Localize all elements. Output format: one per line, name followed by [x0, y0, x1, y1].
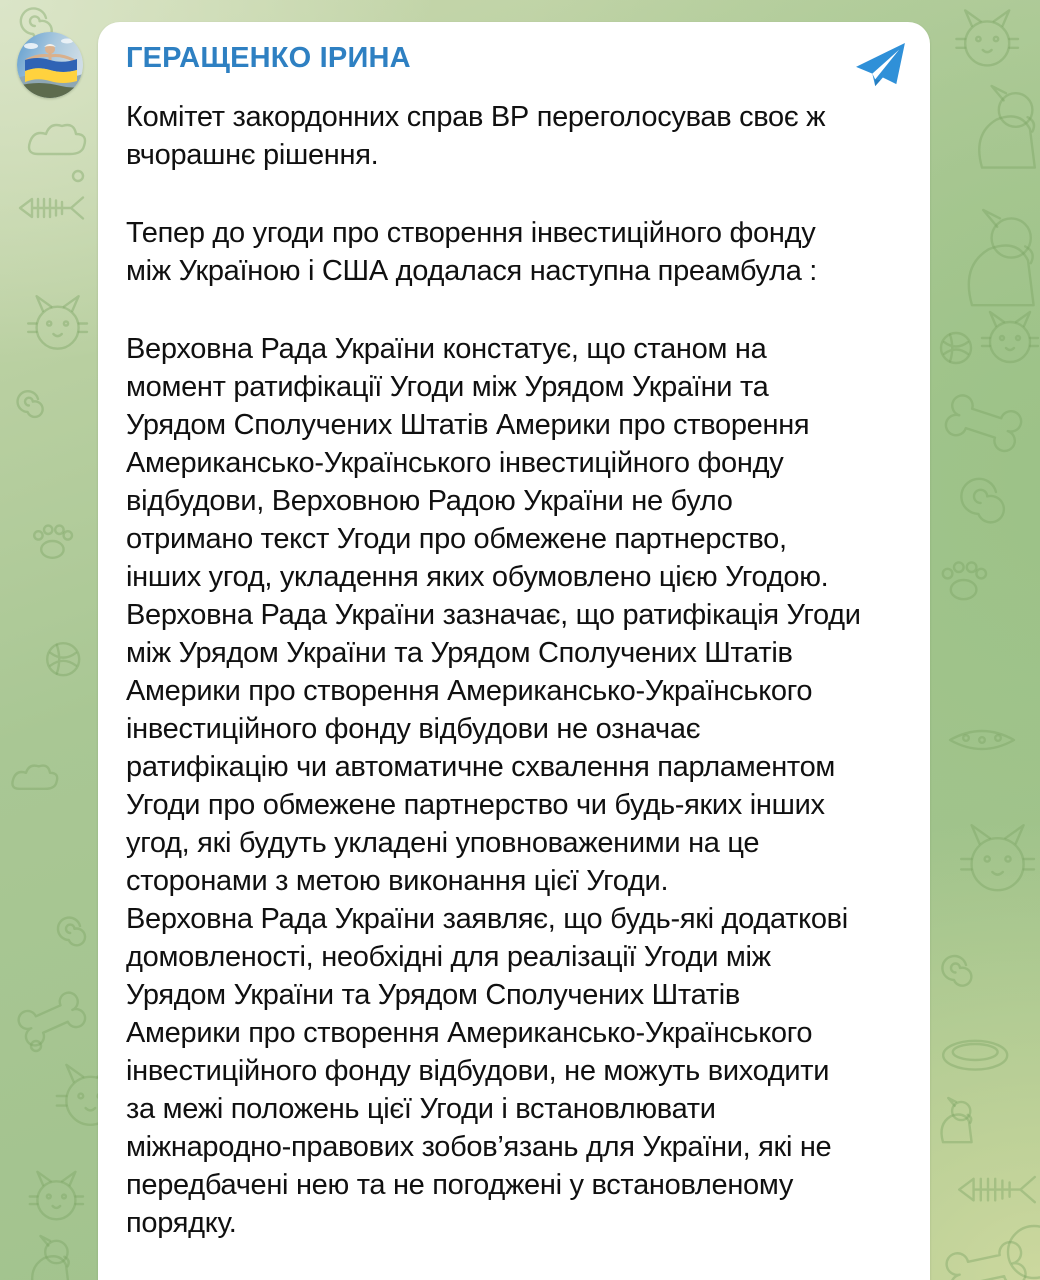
avatar[interactable]	[17, 32, 83, 98]
message-line: вчорашнє рішення.	[126, 139, 379, 171]
message-line: Урядом Сполучених Штатів Америки про створення	[126, 409, 810, 441]
message-line: Верховна Рада України зазначає, що ратифікація Угоди	[126, 599, 861, 631]
message-line: Американсько-Українського інвестиційного фонду	[126, 447, 784, 479]
message-line: інших угод, укладення яких обумовлено цією Угодою.	[126, 561, 829, 593]
message-line: сторонами з метою виконання цієї Угоди.	[126, 865, 669, 897]
message-line: Комітет закордонних справ ВР переголосував своє ж	[126, 101, 826, 133]
message-line: Угоди про обмежене партнерство чи будь-яких інших	[126, 789, 825, 821]
message-line: Тепер до угоди про створення інвестиційного фонду	[126, 217, 816, 249]
message-line: Америки про створення Американсько-Українського	[126, 675, 813, 707]
message-text	[126, 98, 902, 1242]
message-line: отримано текст Угоди про обмежене партнерство,	[126, 523, 787, 555]
message-line: між Україною і США додалася наступна преамбула :	[126, 255, 818, 287]
message-line: Урядом України та Урядом Сполучених Штатів	[126, 979, 741, 1011]
message-line: передбачені нею та не погоджені у встановленому	[126, 1169, 794, 1201]
message-line: угод, які будуть укладені уповноваженими на це	[126, 827, 760, 859]
message-line: інвестиційного фонду відбудови не означає	[126, 713, 701, 745]
sender-name[interactable]: ГЕРАЩЕНКО ІРИНА	[126, 42, 411, 74]
message-line: порядку.	[126, 1207, 237, 1239]
message-line: за межі положень цієї Угоди і встановлювати	[126, 1093, 716, 1125]
message-line: Америки про створення Американсько-Українського	[126, 1017, 813, 1049]
message-line: Верховна Рада України заявляє, що будь-які додаткові	[126, 903, 848, 935]
message-line: ратифікацію чи автоматичне схвалення парламентом	[126, 751, 836, 783]
avatar-photo-icon	[17, 32, 83, 98]
message-line: між Урядом України та Урядом Сполучених Штатів	[126, 637, 793, 669]
message-line: Верховна Рада України констатує, що станом на	[126, 333, 767, 365]
telegram-plane-icon	[854, 42, 906, 88]
paragraph	[126, 214, 902, 290]
message-line: інвестиційного фонду відбудови, не можуть виходити	[126, 1055, 830, 1087]
message-bubble	[98, 22, 930, 1280]
message-line: домовленості, необхідні для реалізації Угоди між	[126, 941, 771, 973]
message-line: момент ратифікації Угоди між Урядом України та	[126, 371, 769, 403]
message-line: міжнародно-правових зобов’язань для України, які не	[126, 1131, 832, 1163]
paragraph	[126, 330, 902, 1242]
paragraph	[126, 98, 902, 174]
message-line: відбудови, Верховною Радою України не було	[126, 485, 733, 517]
